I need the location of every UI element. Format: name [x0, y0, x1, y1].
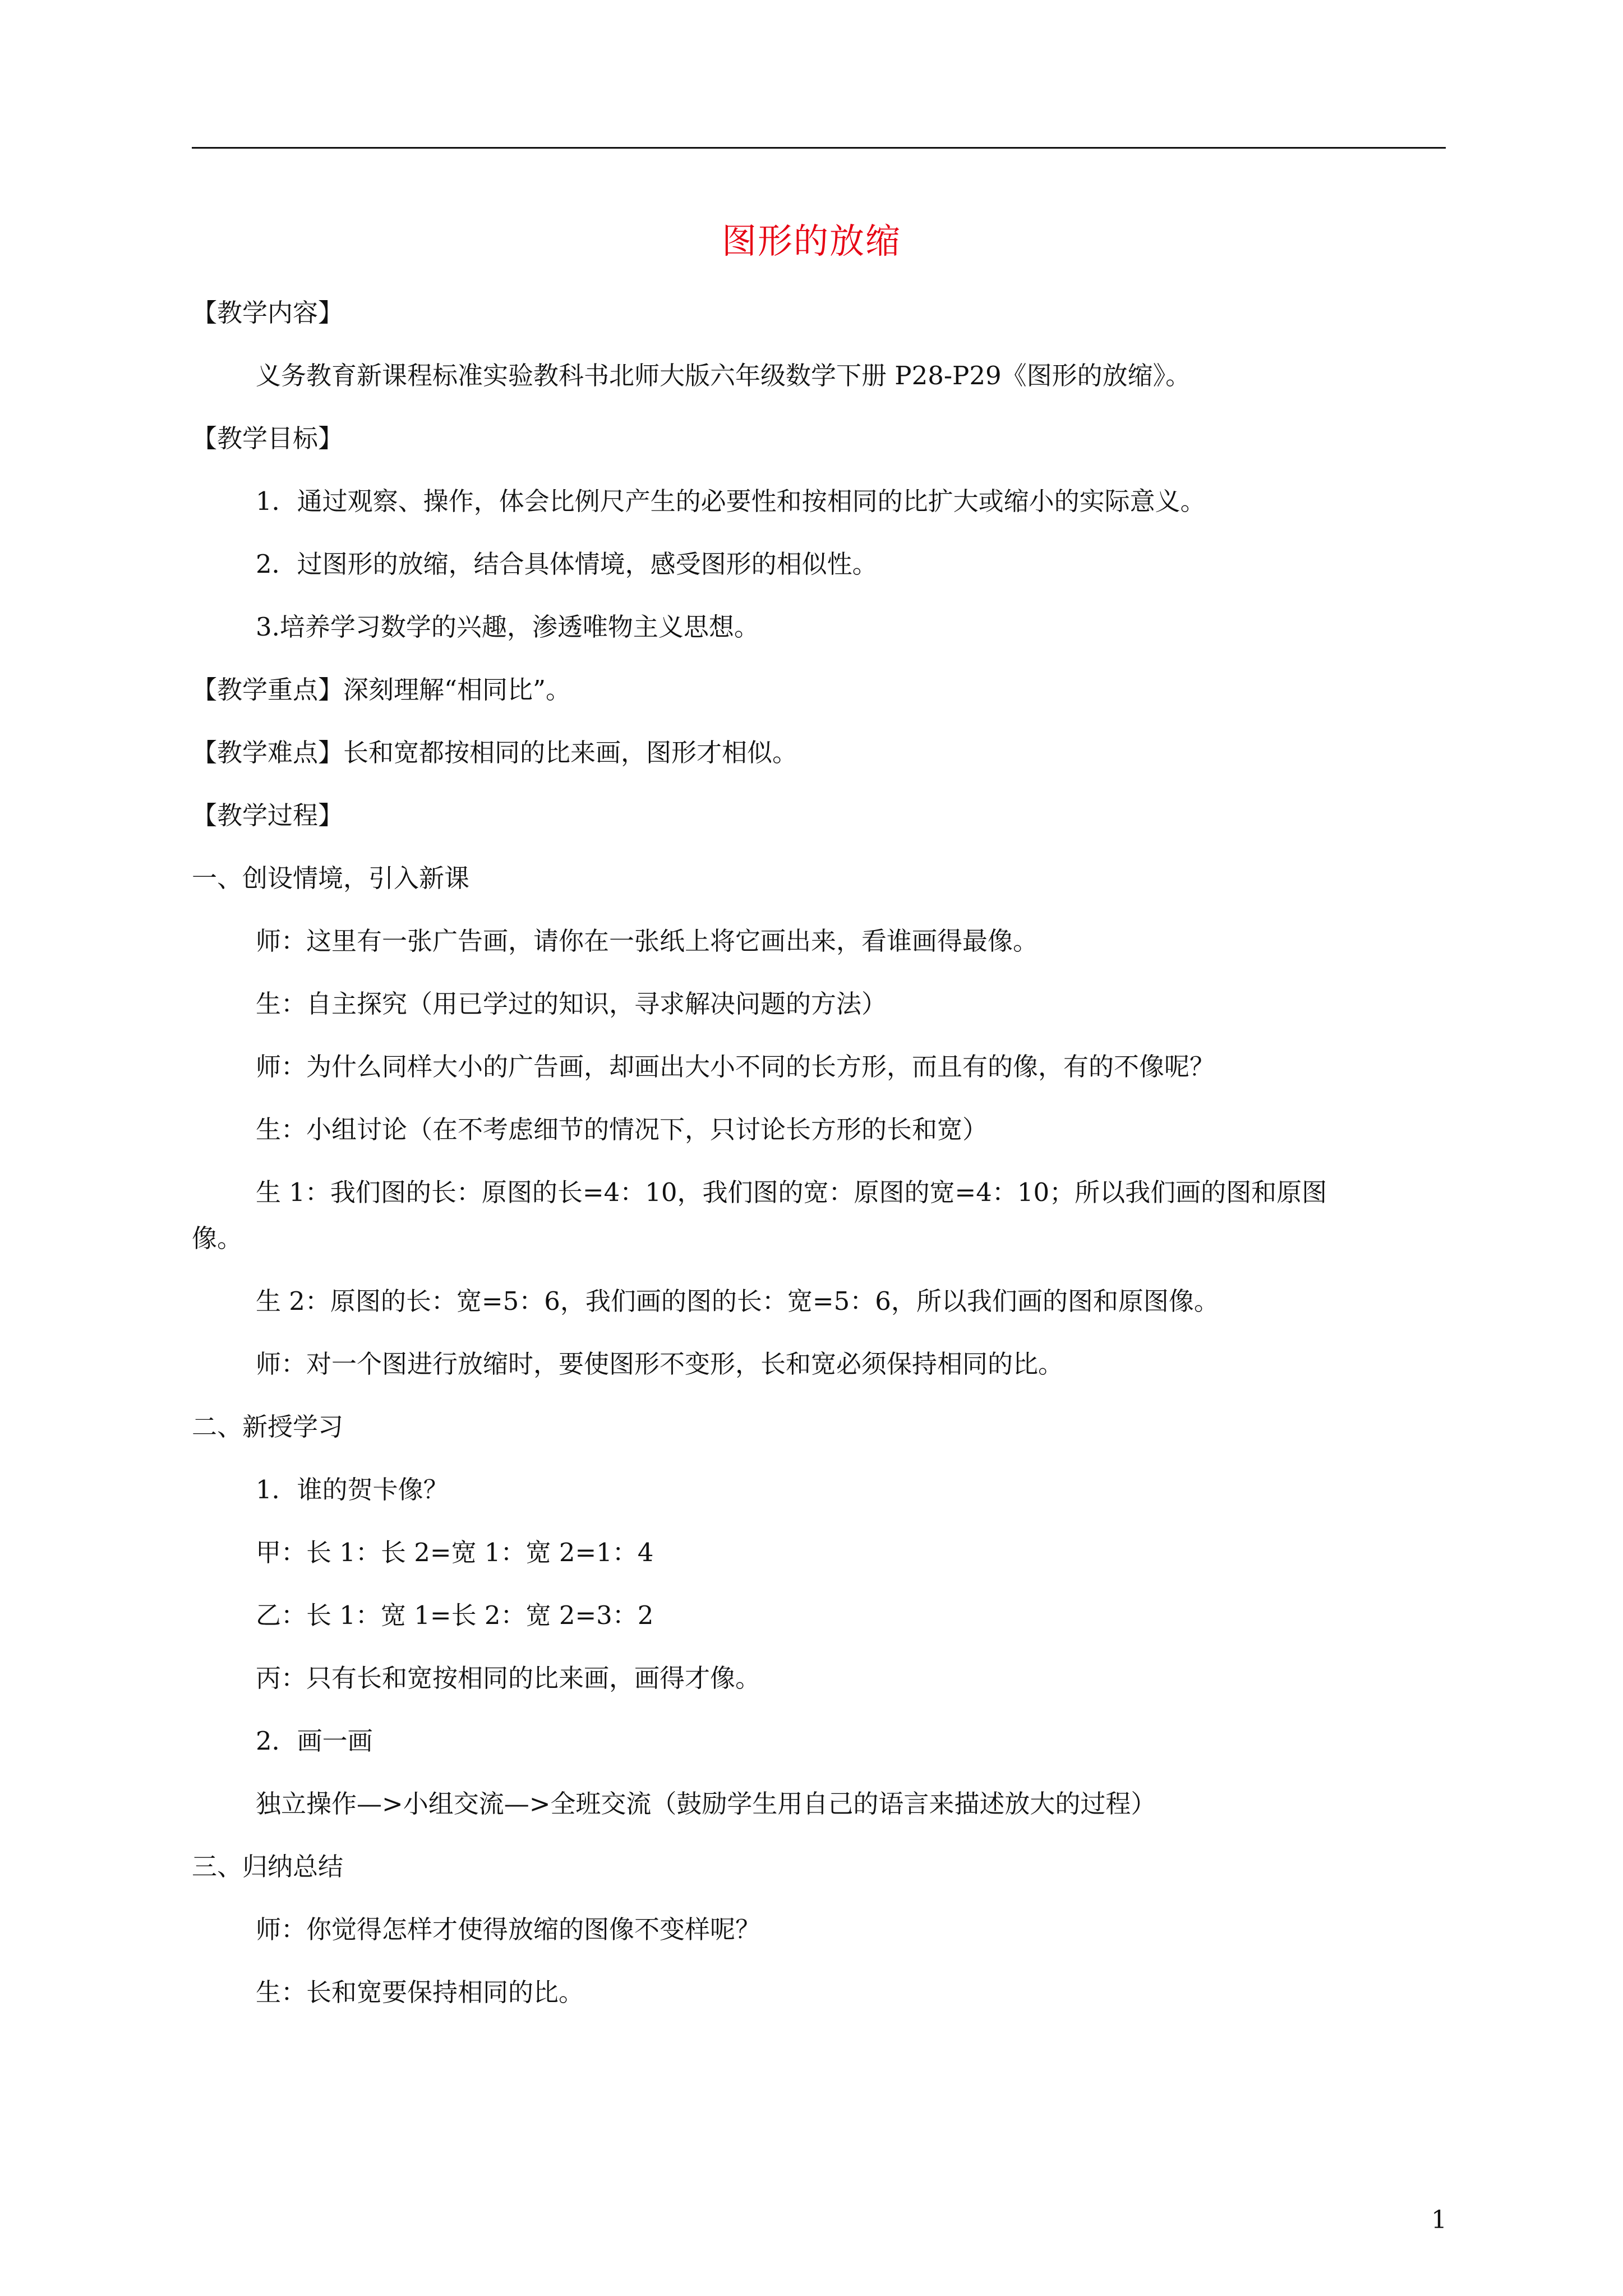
paragraph-line: 独立操作—>小组交流—>全班交流（鼓励学生用自己的语言来描述放大的过程）: [256, 1789, 1156, 1819]
paragraph-line: 1．通过观察、操作，体会比例尺产生的必要性和按相同的比扩大或缩小的实际意义。: [256, 486, 1206, 516]
document-title: 图形的放缩: [721, 220, 901, 261]
paragraph-line: 师：对一个图进行放缩时，要使图形不变形，长和宽必须保持相同的比。: [256, 1349, 1064, 1379]
paragraph-line: 乙：长 1：宽 1=长 2：宽 2=3：2: [256, 1600, 654, 1630]
paragraph-line: 师：这里有一张广告画，请你在一张纸上将它画出来，看谁画得最像。: [256, 926, 1039, 956]
paragraph-line: 二、新授学习: [192, 1412, 344, 1442]
paragraph-line: 【教学难点】长和宽都按相同的比来画，图形才相似。: [192, 738, 798, 767]
paragraph-line: 义务教育新课程标准实验教科书北师大版六年级数学下册 P28-P29《图形的放缩》。: [256, 361, 1191, 390]
paragraph-line: 2．画一画: [256, 1726, 373, 1756]
paragraph-line: 一、创设情境，引入新课: [192, 863, 470, 893]
paragraph-line: 【教学内容】: [192, 298, 344, 328]
paragraph-line: 【教学目标】: [192, 424, 344, 453]
paragraph-line: 3.培养学习数学的兴趣，渗透唯物主义思想。: [256, 612, 759, 642]
header-rule: [192, 147, 1446, 149]
paragraph-line: 师：你觉得怎样才使得放缩的图像不变样呢？: [256, 1915, 761, 1944]
paragraph-line: 生 1：我们图的长：原图的长=4：10，我们图的宽：原图的宽=4：10；所以我们画的图和原图: [256, 1177, 1327, 1207]
paragraph-line: 1．谁的贺卡像？: [256, 1475, 449, 1504]
paragraph-line: 生：自主探究（用已学过的知识，寻求解决问题的方法）: [256, 989, 887, 1019]
paragraph-line: 像。: [192, 1223, 243, 1253]
paragraph-line: 2．过图形的放缩，结合具体情境，感受图形的相似性。: [256, 549, 878, 579]
paragraph-line: 生：长和宽要保持相同的比。: [256, 1977, 584, 2007]
paragraph-line: 【教学过程】: [192, 800, 344, 830]
paragraph-line: 三、归纳总结: [192, 1852, 344, 1881]
paragraph-line: 师：为什么同样大小的广告画，却画出大小不同的长方形，而且有的像，有的不像呢？: [256, 1052, 1215, 1082]
paragraph-line: 生：小组讨论（在不考虑细节的情况下，只讨论长方形的长和宽）: [256, 1115, 988, 1144]
paragraph-line: 甲：长 1：长 2=宽 1：宽 2=1：4: [256, 1538, 654, 1567]
paragraph-line: 【教学重点】深刻理解“相同比”。: [192, 675, 571, 705]
paragraph-line: 丙：只有长和宽按相同的比来画，画得才像。: [256, 1663, 761, 1693]
paragraph-line: 生 2：原图的长：宽=5：6，我们画的图的长：宽=5：6，所以我们画的图和原图像。: [256, 1286, 1219, 1316]
page-number: 1: [1431, 2206, 1447, 2234]
